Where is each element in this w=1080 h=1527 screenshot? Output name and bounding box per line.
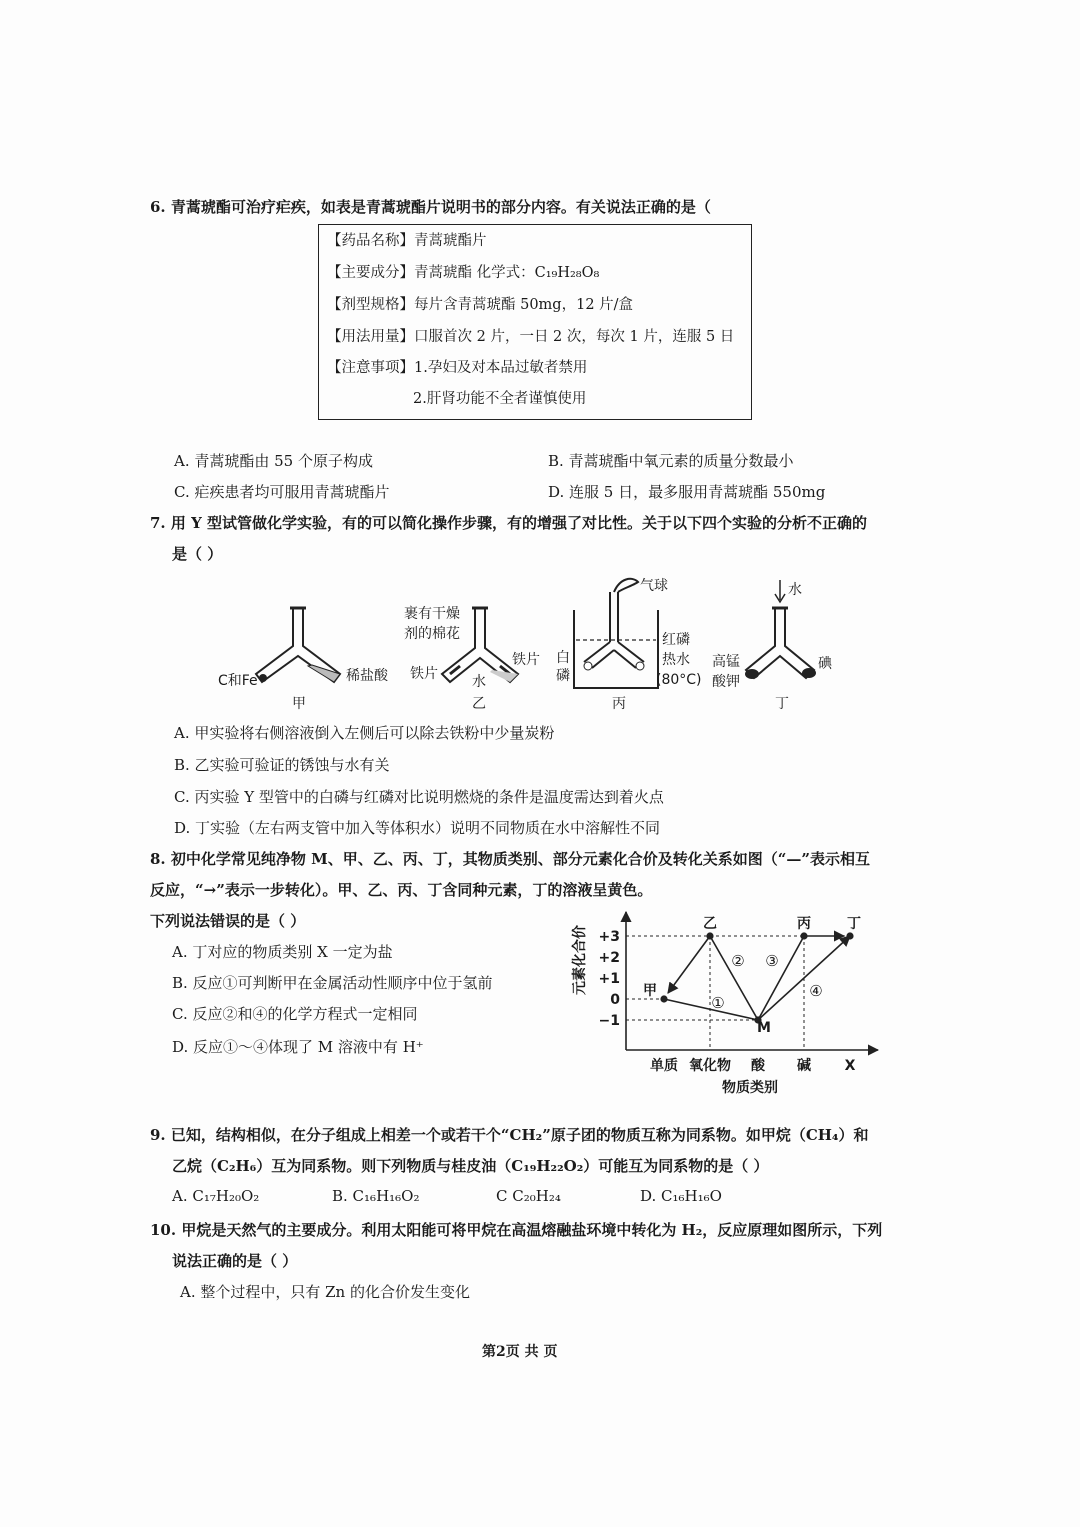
valence-chart [560, 900, 900, 1100]
fig-bing [556, 578, 702, 712]
q7-option-c: C. 丙实验 Y 型管中的白磷与红磷对比说明燃烧的条件是温度需达到着火点 [174, 788, 664, 806]
q9-option-c: C C₂₀H₂₄ [496, 1187, 561, 1205]
q9-stem-line1: 9. 已知，结构相似，在分子组成上相差一个或若干个“CH₂”原子团的物质互称为同系物。如甲烷（CH₄）和 [150, 1126, 869, 1144]
reaction-line-3 [758, 936, 804, 1020]
q7-stem-line1: 7. 用 Y 型试管做化学实验，有的可以简化操作步骤，有的增强了对比性。关于以下四个实验的分析不正确的 [150, 514, 868, 532]
data-point-丁 [846, 932, 853, 939]
q8-option-c: C. 反应②和④的化学方程式一定相同 [172, 1005, 418, 1023]
info-line-ingredient: 【主要成分】青蒿琥酯 化学式：C₁₉H₂₈O₈ [327, 265, 600, 281]
point-label: 乙 [703, 916, 717, 932]
ding-kmno4 [745, 669, 759, 679]
ding-tube [746, 608, 814, 678]
q9-option-d: D. C₁₆H₁₆O [640, 1187, 722, 1205]
bing-label-left2: 磷 [556, 668, 570, 684]
reaction-label: ④ [809, 982, 823, 1000]
y-tick-label: +2 [598, 950, 620, 966]
info-line-notice: 【注意事项】1.孕妇及对本品过敏者禁用 [327, 360, 588, 376]
point-label: 丁 [847, 916, 861, 932]
q9-option-a: A. C₁₇H₂₀O₂ [172, 1187, 260, 1205]
q8-option-d: D. 反应①～④体现了 M 溶液中有 H⁺ [172, 1038, 424, 1056]
jia-liquid [308, 665, 340, 682]
bing-beaker [574, 610, 658, 688]
q6-option-b: B. 青蒿琥酯中氧元素的质量分数最小 [548, 452, 794, 470]
q7-option-a: A. 甲实验将右侧溶液倒入左侧后可以除去铁粉中少量炭粉 [174, 724, 555, 742]
bing-label-left1: 白 [556, 650, 570, 666]
q7-option-d: D. 丁实验（左右两支管中加入等体积水）说明不同物质在水中溶解性不同 [174, 819, 661, 837]
bing-label-balloon: 气球 [640, 578, 668, 594]
reaction-label: ② [731, 952, 745, 970]
jia-label-right: 稀盐酸 [346, 668, 388, 684]
fig-yi [404, 605, 540, 712]
fig-ding [712, 580, 833, 712]
x-tick-label: X [844, 1058, 856, 1074]
chart-y-label: 元素化合价 [572, 925, 588, 995]
q8-stem-line1: 8. 初中化学常见纯净物 M、甲、乙、丙、丁，其物质类别、部分元素化合价及转化关系如图（“—”表示相互 [150, 850, 870, 868]
q8-option-a: A. 丁对应的物质类别 X 一定为盐 [172, 943, 393, 961]
ding-label-water: 水 [788, 582, 802, 598]
jia-solid [259, 674, 267, 682]
x-tick-label: 氧化物 [689, 1058, 731, 1074]
bing-balloon [614, 579, 638, 592]
q8-stem-line2: 反应，“→”表示一步转化）。甲、乙、丙、丁含同种元素，丁的溶液呈黄色。 [150, 881, 653, 899]
x-tick-label: 酸 [751, 1058, 765, 1074]
q10-stem-line1: 10. 甲烷是天然气的主要成分。利用太阳能可将甲烷在高温熔融盐环境中转化为 H₂，反应原理如图所示，下列 [150, 1221, 883, 1239]
reaction-label: ① [711, 994, 725, 1012]
q9-option-b: B. C₁₆H₁₆O₂ [332, 1187, 420, 1205]
q6-option-c: C. 疟疾患者均可服用青蒿琥酯片 [174, 483, 390, 501]
data-point-乙 [706, 932, 713, 939]
yi-name: 乙 [472, 696, 486, 712]
reaction-label: ③ [765, 952, 779, 970]
bing-label-r2: 热水 [662, 652, 690, 668]
q9-stem-line2: 乙烷（C₂H₆）互为同系物。则下列物质与桂皮油（C₁₉H₂₂O₂）可能互为同系物的是（ ） [172, 1157, 769, 1175]
bing-white-p [584, 662, 592, 670]
data-point-丙 [800, 932, 807, 939]
q6-stem: 6. 青蒿琥酯可治疗疟疾，如表是青蒿琥酯片说明书的部分内容。有关说法正确的是（ [150, 198, 711, 216]
conversion-yi-to-jia [668, 936, 710, 993]
q10-option-a: A. 整个过程中，只有 Zn 的化合价发生变化 [180, 1283, 470, 1301]
ding-label-left1: 高锰 [712, 654, 740, 670]
point-label: M [757, 1020, 771, 1036]
info-line-notice-2: 2.肝肾功能不全者谨慎使用 [413, 391, 587, 407]
yi-label-top1: 裹有干燥 [404, 606, 460, 622]
point-label: 甲 [643, 983, 657, 999]
info-line-spec: 【剂型规格】每片含青蒿琥酯 50mg，12 片/盒 [327, 297, 634, 313]
q8-stem-line3: 下列说法错误的是（ ） [150, 912, 306, 930]
yi-label-right: 铁片 [512, 652, 540, 668]
x-tick-label: 单质 [650, 1058, 678, 1074]
page-footer: 第2页 共 页 [482, 1344, 558, 1360]
bing-tube-arms [584, 642, 644, 668]
x-tick-label: 碱 [797, 1058, 811, 1074]
info-line-dosage: 【用法用量】口服首次 2 片，一日 2 次，每次 1 片，连服 5 日 [327, 329, 735, 345]
y-tick-label: +1 [598, 971, 620, 987]
bing-red-p [636, 662, 644, 670]
chart-x-label: 物质类别 [722, 1080, 778, 1096]
q7-stem-line2: 是（ ） [172, 545, 223, 563]
q6-option-a: A. 青蒿琥酯由 55 个原子构成 [174, 452, 373, 470]
ding-name: 丁 [775, 696, 789, 712]
ding-label-right: 碘 [818, 656, 832, 672]
jia-name: 甲 [292, 696, 306, 712]
bing-label-r1: 红磷 [662, 632, 690, 648]
ding-iodine [802, 668, 816, 678]
q10-stem-line2: 说法正确的是（ ） [172, 1252, 298, 1270]
y-tick-label: 0 [610, 992, 620, 1008]
data-point-甲 [660, 995, 667, 1002]
info-line-name: 【药品名称】青蒿琥酯片 [327, 233, 487, 249]
y-tick-label: −1 [598, 1013, 620, 1029]
yi-label-top2: 剂的棉花 [404, 626, 460, 642]
yi-label-water: 水 [472, 674, 486, 690]
y-tick-label: +3 [598, 929, 620, 945]
drug-info-box [318, 224, 752, 420]
q8-option-b: B. 反应①可判断甲在金属活动性顺序中位于氢前 [172, 974, 493, 992]
bing-label-r3: (80°C) [656, 672, 702, 688]
q6-option-d: D. 连服 5 日，最多服用青蒿琥酯 550mg [548, 483, 826, 501]
q7-option-b: B. 乙实验可验证的锈蚀与水有关 [174, 756, 390, 774]
jia-label-left: C和Fe [218, 673, 258, 689]
point-label: 丙 [797, 916, 811, 932]
bing-name: 丙 [612, 696, 626, 712]
ding-label-left2: 酸钾 [712, 674, 740, 690]
fig-jia [218, 608, 389, 712]
y-tube-experiments-figure [200, 570, 850, 720]
yi-label-left: 铁片 [410, 666, 438, 682]
